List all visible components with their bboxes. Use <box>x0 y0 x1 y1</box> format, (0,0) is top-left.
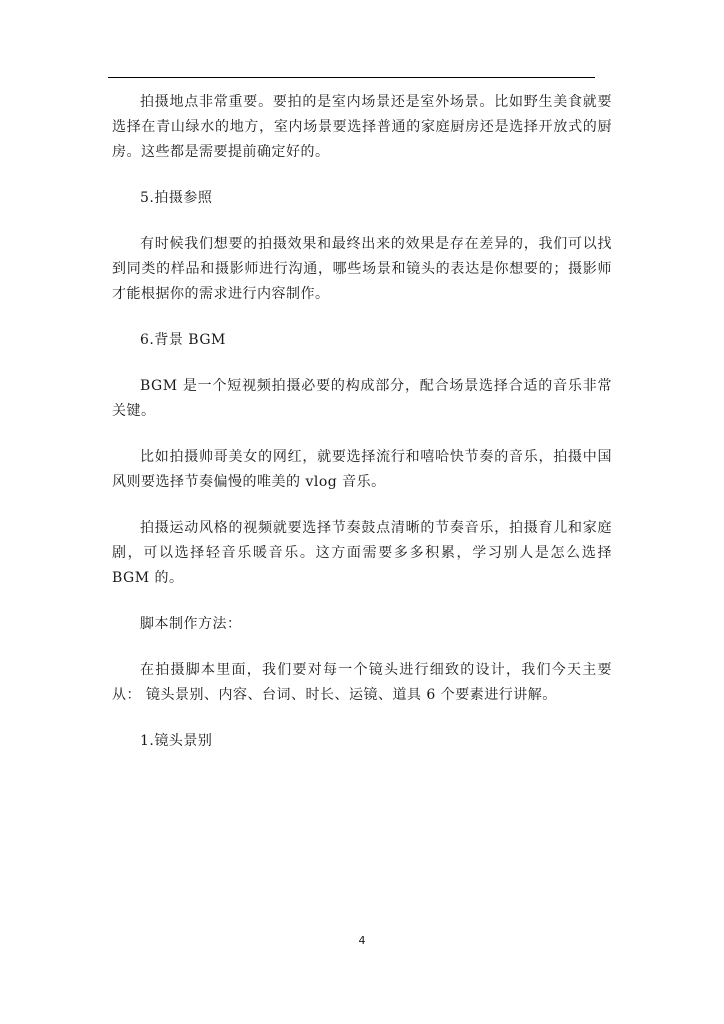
header-rule <box>108 77 595 78</box>
section-heading-bgm: 6.背景 BGM <box>140 332 226 348</box>
document-body <box>112 90 612 775</box>
paragraph-bgm-example: 比如拍摄帅哥美女的网红，就要选择流行和嘻哈快节奏的音乐，拍摄中国风则要选择节奏偏慢的唯美的 vlog 音乐。 <box>112 449 612 490</box>
section-heading-shot-scale: 1.镜头景别 <box>140 733 213 749</box>
section-heading-reference: 5.拍摄参照 <box>140 190 213 206</box>
paragraph-bgm-sports: 拍摄运动风格的视频就要选择节奏鼓点清晰的节奏音乐，拍摄育儿和家庭剧，可以选择轻音乐暖音乐。这方面需要多多积累，学习别人是怎么选择 BGM 的。 <box>112 520 612 586</box>
page-number: 4 <box>358 934 366 947</box>
section-heading-script-method: 脚本制作方法： <box>140 616 242 632</box>
paragraph-bgm-intro: BGM 是一个短视频拍摄必要的构成部分，配合场景选择合适的音乐非常关键。 <box>112 378 612 419</box>
paragraph-reference: 有时候我们想要的拍摄效果和最终出来的效果是存在差异的，我们可以找到同类的样品和摄影师进行沟通，哪些场景和镜头的表达是你想要的；摄影师才能根据你的需求进行内容制作。 <box>112 236 612 302</box>
paragraph-shooting-location: 拍摄地点非常重要。要拍的是室内场景还是室外场景。比如野生美食就要选择在青山绿水的地方，室内场景要选择普通的家庭厨房还是选择开放式的厨房。这些都是需要提前确定好的。 <box>112 94 612 160</box>
paragraph-script-method: 在拍摄脚本里面，我们要对每一个镜头进行细致的设计，我们今天主要从： 镜头景别、内容、台词、时长、运镜、道具 6 个要素进行讲解。 <box>112 662 612 703</box>
